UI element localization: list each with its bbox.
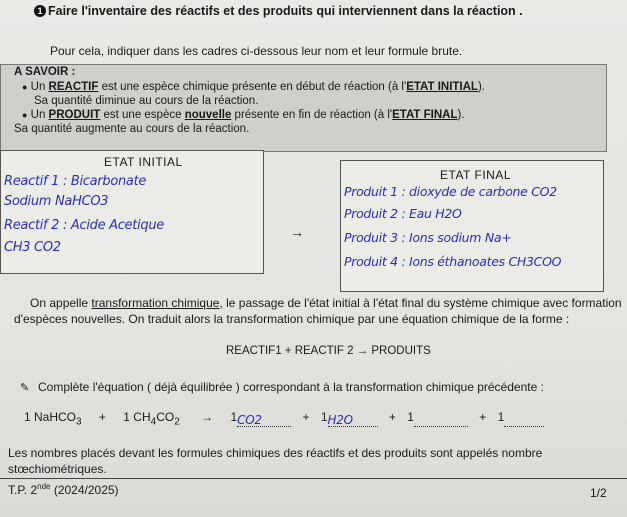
reaction-arrow: → xyxy=(290,224,304,240)
plus-sign-4: + xyxy=(479,410,487,424)
footer-class-label: T.P. 2 xyxy=(8,483,38,497)
equation-arrow: → xyxy=(201,410,214,424)
footer-year: (2024/2025) xyxy=(50,483,119,497)
def-produit-prefix: Un xyxy=(30,109,49,121)
transformation-prefix: On appelle xyxy=(30,296,92,310)
etat-initial-title: ETAT INITIAL xyxy=(104,155,183,169)
plus-sign-1: + xyxy=(98,410,106,424)
product-1-coef: 1 xyxy=(230,410,238,424)
reactant-2-formula-b: CO xyxy=(156,410,175,424)
def-produit-end: ). xyxy=(457,109,465,121)
product-3-blank[interactable] xyxy=(414,413,468,427)
step-title-text: Faire l'inventaire des réactifs et des produits qui interviennent dans la réaction . xyxy=(48,4,523,18)
etat-final-line-1: Produit 1 : dioxyde de carbone CO2 xyxy=(344,184,557,199)
etat-initial-line-2: Sodium NaHCO3 xyxy=(4,194,109,209)
reactant-2 xyxy=(123,410,180,428)
product-2-answer[interactable]: H2O xyxy=(328,413,378,427)
product-3-coef: 1 xyxy=(407,410,414,424)
footer-divider xyxy=(0,478,627,479)
etat-initial-line-3: Reactif 2 : Acide Acetique xyxy=(4,218,164,233)
equation-line xyxy=(24,410,544,427)
instruction-text: Pour cela, indiquer dans les cadres ci-dessous leur nom et leur formule brute. xyxy=(50,44,463,58)
term-nouvelle: nouvelle xyxy=(184,109,232,121)
definition-produit-line2: Sa quantité augmente au cours de la réaction. xyxy=(14,123,250,135)
def-produit-text2: présente en fin de réaction (à l' xyxy=(231,109,393,121)
term-etat-final: ETAT FINAL xyxy=(392,109,458,121)
reactant-1 xyxy=(24,410,82,428)
footer-class-sup: nde xyxy=(37,482,51,491)
term-produit: PRODUIT xyxy=(48,109,101,121)
def-reactif-prefix: Un xyxy=(30,81,49,93)
transformation-text: le passage de l'état initial à l'état final du système chimique avec formation xyxy=(222,296,622,310)
etat-final-line-3: Produit 3 : Ions sodium Na+ xyxy=(344,230,512,245)
complete-instruction xyxy=(20,380,544,394)
etat-initial-line-1: Reactif 1 : Bicarbonate xyxy=(4,174,147,189)
def-reactif-end: ). xyxy=(477,81,485,93)
page-number: 1/2 xyxy=(590,486,607,500)
definition-produit: ● Un PRODUIT est une espèce nouvelle présente en fin de réaction (à l'ETAT FINAL). xyxy=(22,109,465,121)
footer-class xyxy=(8,482,119,497)
pencil-icon: ✎ xyxy=(20,382,30,394)
product-2-coef: 1 xyxy=(320,410,328,424)
term-etat-initial: ETAT INITIAL xyxy=(406,81,478,93)
transformation-line-1 xyxy=(30,296,622,310)
term-transformation-chimique: transformation chimique, xyxy=(91,296,223,310)
general-equation: REACTIF1 + REACTIF 2 → PRODUITS xyxy=(226,345,431,357)
step-title xyxy=(34,4,523,18)
transformation-line-2: d'espèces nouvelles. On traduit alors la transformation chimique par une équation chimique de la forme : xyxy=(14,312,570,326)
reactant-1-sub: 3 xyxy=(76,416,82,428)
def-produit-text1: est une espèce xyxy=(100,109,185,121)
term-reactif: REACTIF xyxy=(48,81,99,93)
stoechio-line-1: Les nombres placés devant les formules chimiques des réactifs et des produits sont appelés nombre xyxy=(8,446,543,460)
stoechio-line-2: stœchiométriques. xyxy=(8,462,107,476)
product-4-coef: 1 xyxy=(497,410,505,424)
reactant-1-formula: 1 NaHCO xyxy=(24,410,77,424)
plus-sign-2: + xyxy=(302,410,310,424)
definition-reactif-line2: Sa quantité diminue au cours de la réaction. xyxy=(34,95,259,107)
reactant-2-sub-2: 2 xyxy=(174,416,180,428)
step-number-badge: 1 xyxy=(34,5,46,17)
etat-initial-line-4: CH3 CO2 xyxy=(4,240,61,255)
complete-text: Complète l'équation ( déjà équilibrée ) correspondant à la transformation chimique précédente : xyxy=(38,380,544,394)
product-4-blank[interactable] xyxy=(504,413,544,427)
product-1-answer[interactable]: CO2 xyxy=(237,413,291,427)
def-reactif-text: est une espèce chimique présente en début de réaction (à l' xyxy=(98,81,407,93)
reactant-2-sub-1: 4 xyxy=(150,416,157,428)
etat-final-title: ETAT FINAL xyxy=(440,168,512,182)
etat-final-line-4: Produit 4 : Ions éthanoates CH3COO xyxy=(344,254,562,269)
reactant-2-formula-a: 1 CH xyxy=(123,410,151,424)
definition-reactif: ● Un REACTIF est une espèce chimique présente en début de réaction (à l'ETAT INITIAL). xyxy=(22,81,485,93)
savoir-title: A SAVOIR : xyxy=(14,66,76,78)
etat-final-line-2: Produit 2 : Eau H2O xyxy=(344,206,462,221)
plus-sign-3: + xyxy=(388,410,396,424)
